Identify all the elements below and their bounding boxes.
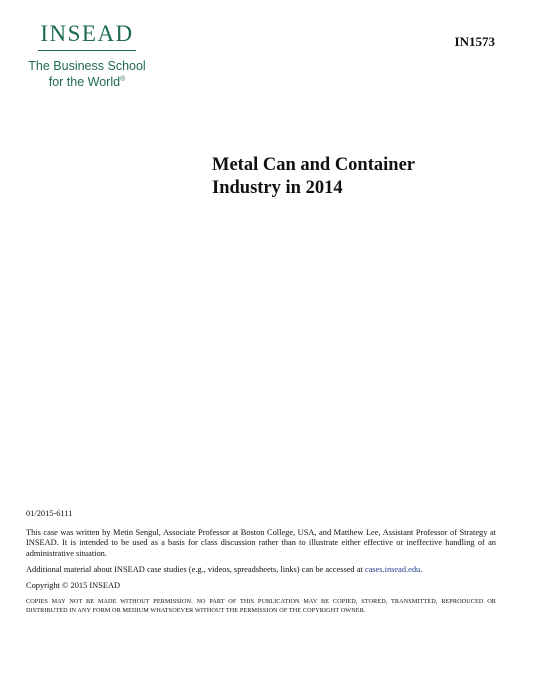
title-line-1: Metal Can and Container <box>212 155 415 175</box>
case-code: IN1573 <box>454 34 495 49</box>
insead-logo <box>22 22 152 89</box>
registered-mark: ® <box>120 76 126 83</box>
document-title <box>212 154 502 200</box>
date-code: 01/2015-6111 <box>26 509 73 518</box>
title-line-2: Industry in 2014 <box>212 178 343 198</box>
copyright-notice: COPIES MAY NOT BE MADE WITHOUT PERMISSION. NO PART OF THIS PUBLICATION MAY BE COPIED, STORED, TRANSMITTED, REPRODUCED OR DISTRIBUTED IN ANY FORM OR MEDIUM WHATSOEVER WITHOUT THE PERMISSION OF THE COPYRIGHT OWNER. <box>26 598 496 615</box>
additional-material-note: Additional material about INSEAD case studies (e.g., videos, spreadsheets, links) can be accessed at cases.insead.edu. <box>26 564 423 574</box>
cases-link[interactable]: cases.insead.edu <box>364 564 421 574</box>
logo-tagline-line1: The Business School <box>28 59 146 73</box>
logo-tagline-line2: for the World® <box>48 75 126 90</box>
authorship-note: This case was written by Metin Sengul, Associate Professor at Boston College, USA, and Matthew Lee, Assistant Professor of Strategy at INSEAD. It is intended to be used as a basis for class discussion rather than to illustrate either effective or ineffective handling of an administrative situation. <box>26 528 496 558</box>
logo-tagline <box>22 59 152 89</box>
logo-divider <box>38 50 136 51</box>
copyright-line: Copyright © 2015 INSEAD <box>26 581 121 591</box>
logo-wordmark: INSEAD <box>40 21 134 46</box>
case-footer <box>26 509 496 621</box>
